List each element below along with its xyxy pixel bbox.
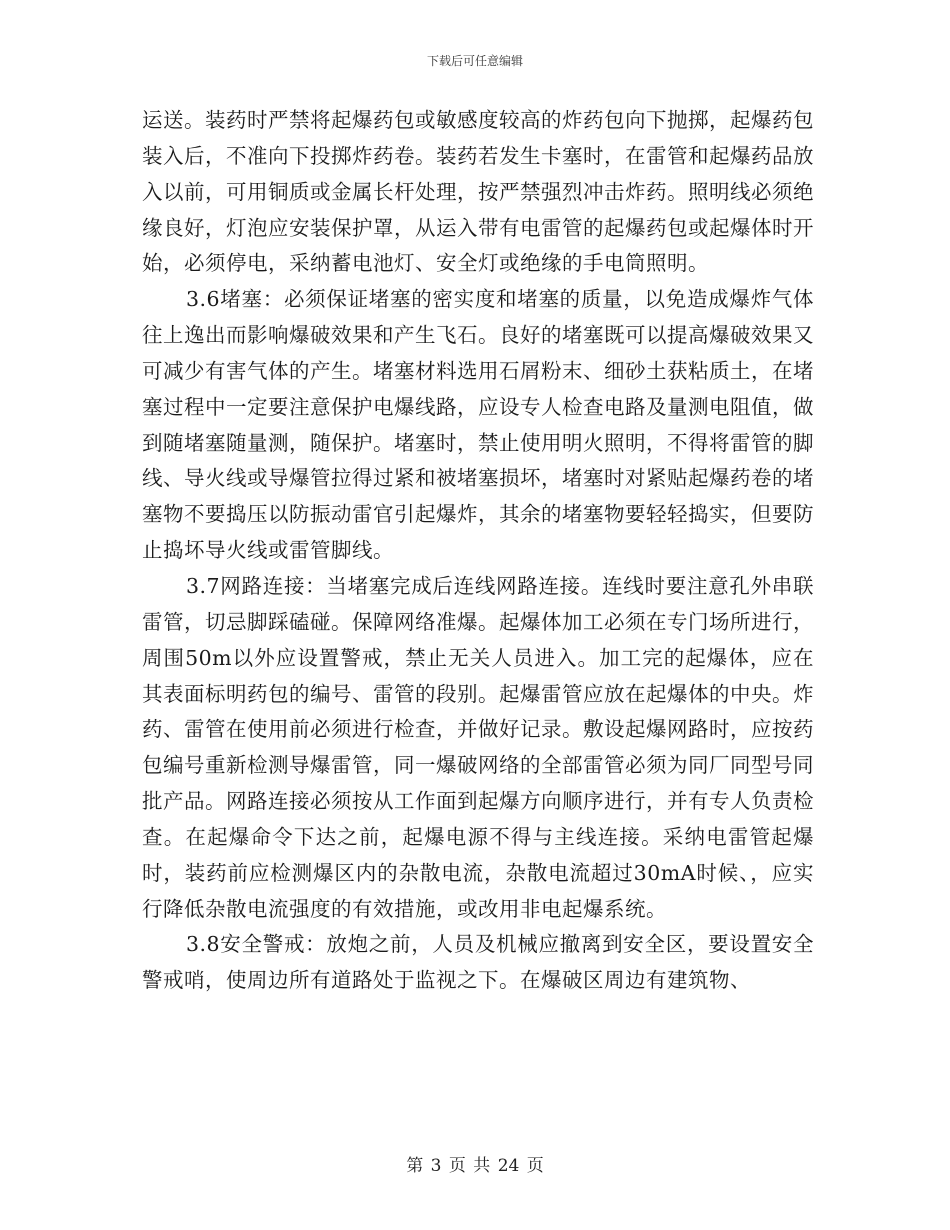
paragraph-continuation: 运送。装药时严禁将起爆药包或敏感度较高的炸药包向下抛掷，起爆药包装入后，不准向下投掷炸药卷。装药若发生卡塞时，在雷管和起爆药品放入以前，可用铜质或金属长杆处理，按严禁强烈冲击炸药。照明线必须绝缘良好，灯泡应安装保护罩，从运入带有电雷管的起爆药包或起爆体时开始，必须停电，采纳蓄电池灯、安全灯或绝缘的手电筒照明。: [142, 108, 814, 276]
paragraph-3-7-network-connection: 3.7网路连接：当堵塞完成后连线网路连接。连线时要注意孔外串联雷管，切忌脚踩磕碰。保障网络准爆。起爆体加工必须在专门场所进行，周围50m以外应设置警戒，禁止无关人员进入。加工完的起爆体，应在其表面标明药包的编号、雷管的段别。起爆雷管应放在起爆体的中央。炸药、雷管在使用前必须进行检查，并做好记录。敷设起爆网路时，应按药包编号重新检测导爆雷管，同一爆破网络的全部雷管必须为同厂同型号同批产品。网路连接必须按从工作面到起爆方向顺序进行，并有专人负责检查。在起爆命令下达之前，起爆电源不得与主线连接。采纳电雷管起爆时，装药前应检测爆区内的杂散电流，杂散电流超过30mA时候、，应实行降低杂散电流强度的有效措施，或改用非电起爆系统。: [142, 573, 814, 921]
paragraph-3-6-stemming: 3.6堵塞：必须保证堵塞的密实度和堵塞的质量，以免造成爆炸气体往上逸出而影响爆破效果和产生飞石。良好的堵塞既可以提高爆破效果又可减少有害气体的产生。堵塞材料选用石屑粉末、细砂土获粘质土，在堵塞过程中一定要注意保护电爆线路，应设专人检查电路及量测电阻值，做到随堵塞随量测，随保护。堵塞时，禁止使用明火照明，不得将雷管的脚线、导火线或导爆管拉得过紧和被堵塞损坏，堵塞时对紧贴起爆药卷的堵塞物不要捣压以防振动雷官引起爆炸，其余的堵塞物要轻轻捣实，但要防止捣坏导火线或雷管脚线。: [142, 287, 814, 563]
page-number: 第 3 页 共 24 页: [406, 1156, 544, 1176]
document-body: [142, 103, 814, 999]
page-header: 下载后可任意编辑: [426, 54, 523, 68]
paragraph-3-8-safety-warning: 3.8安全警戒：放炮之前，人员及机械应撤离到安全区，要设置安全警戒哨，使周边所有道路处于监视之下。在爆破区周边有建筑物、: [142, 932, 814, 993]
